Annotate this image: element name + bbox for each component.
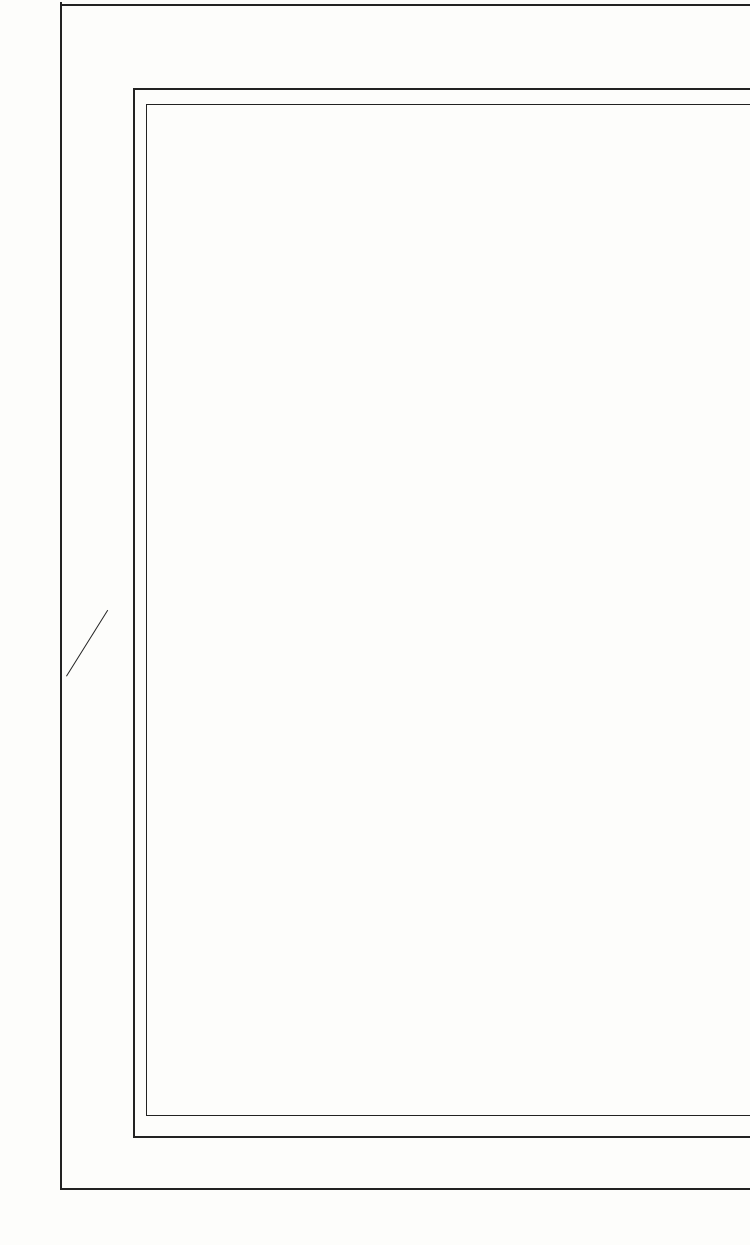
- main-text-block: [150, 112, 750, 1112]
- outer-border-left: [60, 2, 62, 1190]
- left-margin-notes: [66, 10, 136, 1180]
- outer-border-bottom: [60, 1188, 750, 1190]
